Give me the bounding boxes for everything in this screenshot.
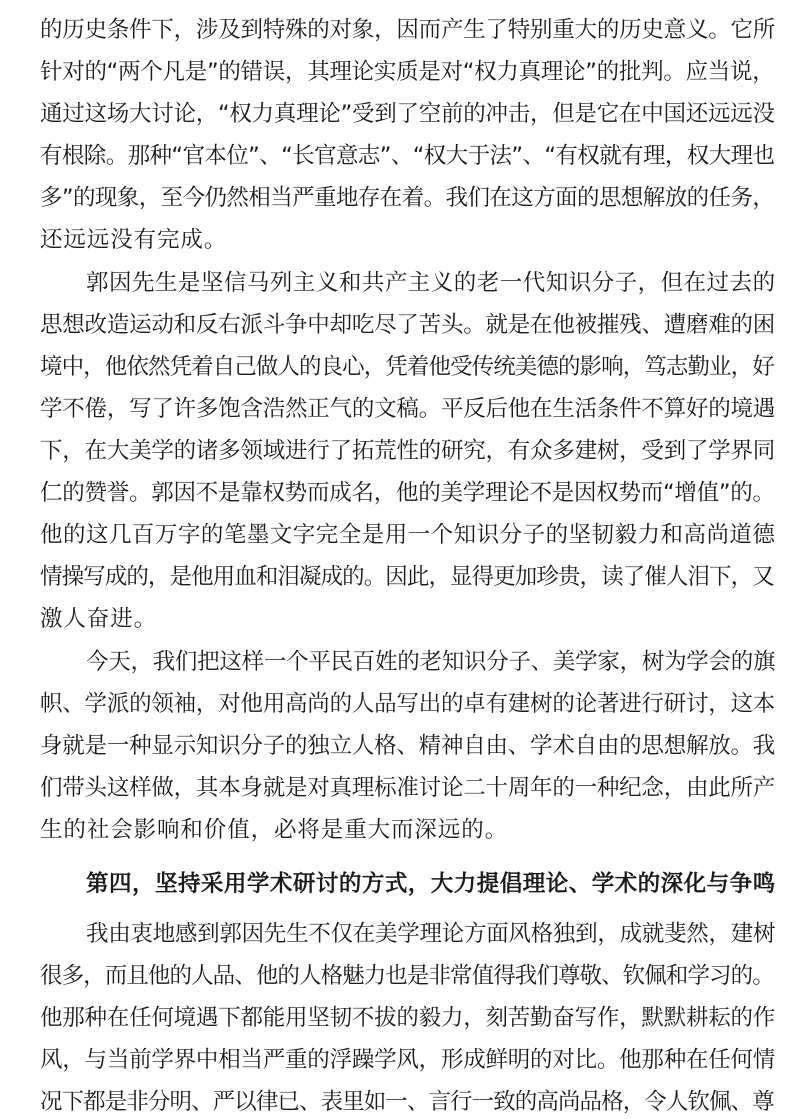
paragraph-1-line-5: 多”的现象，至今仍然相当严重地存在着。我们在这方面的思想解放的任务，	[40, 185, 775, 211]
paragraph-3-line-4: 们带头这样做，其本身就是对真理标准讨论二十周年的一种纪念，由此所产	[40, 775, 776, 801]
paragraph-1-line-2: 针对的“两个凡是”的错误，其理论实质是对“权力真理论”的批判。应当说，	[40, 59, 775, 85]
paragraph-4-line-1: 我由衷地感到郭因先生不仅在美学理论方面风格独到，成就斐然，建树	[86, 921, 776, 947]
section-heading: 第四，坚持采用学术研讨的方式，大力提倡理论、学术的深化与争鸣	[86, 871, 776, 897]
paragraph-2-line-8: 情操写成的，是他用血和泪凝成的。因此，显得更加珍贵，读了催人泪下，又	[40, 564, 774, 590]
paragraph-1-line-1: 的历史条件下，涉及到特殊的对象，因而产生了特别重大的历史意义。它所	[40, 17, 776, 43]
paragraph-1-line-4: 有根除。那种“官本位”、“长官意志”、“权大于法”、“有权就有理，权大理也	[40, 143, 775, 169]
paragraph-2-line-2: 思想改造运动和反右派斗争中却吃尽了苦头。就是在他被摧残、遭磨难的困	[40, 312, 776, 338]
paragraph-4-line-5: 况下都是非分明、严以律已、表里如一、言行一致的高尚品格，令人钦佩、尊	[40, 1089, 774, 1115]
paragraph-4-line-4: 风，与当前学界中相当严重的浮躁学风，形成鲜明的对比。他那种在任何情	[40, 1047, 776, 1073]
paragraph-2-line-9: 激人奋进。	[40, 606, 158, 632]
paragraph-3-line-2: 帜、学派的领袖，对他用高尚的人品写出的卓有建树的论著进行研讨，这本	[40, 691, 776, 717]
paragraph-2-line-5: 下，在大美学的诸多领域进行了拓荒性的研究，有众多建树，受到了学界同	[40, 438, 776, 464]
paragraph-3-line-3: 身就是一种显示知识分子的独立人格、精神自由、学术自由的思想解放。我	[40, 733, 776, 759]
paragraph-1-line-6: 还远远没有完成。	[40, 227, 228, 253]
paragraph-3-line-1: 今天，我们把这样一个平民百姓的老知识分子、美学家，树为学会的旗	[86, 649, 776, 675]
paragraph-4-line-2: 很多，而且他的人品、他的人格魅力也是非常值得我们尊敬、钦佩和学习的。	[40, 963, 774, 989]
paragraph-2-line-4: 学不倦，写了许多饱含浩然正气的文稿。平反后他在生活条件不算好的境遇	[40, 396, 776, 422]
paragraph-2-line-1: 郭因先生是坚信马列主义和共产主义的老一代知识分子，但在过去的	[86, 270, 776, 296]
paragraph-2-line-6: 仁的赞誉。郭因不是靠权势而成名，他的美学理论不是因权势而“增值”的。	[40, 480, 775, 506]
paragraph-4-line-3: 他那种在任何境遇下都能用坚韧不拔的毅力，刻苦勤奋写作，默默耕耘的作	[40, 1005, 776, 1031]
paragraph-2-line-3: 境中，他依然凭着自己做人的良心，凭着他受传统美德的影响，笃志勤业，好	[40, 354, 774, 380]
document-page	[40, 0, 776, 1115]
paragraph-3-line-5: 生的社会影响和价值，必将是重大而深远的。	[40, 817, 509, 843]
paragraph-1-line-3: 通过这场大讨论，“权力真理论”受到了空前的冲击，但是它在中国还远远没	[40, 101, 775, 127]
paragraph-2-line-7: 他的这几百万字的笔墨文字完全是用一个知识分子的坚韧毅力和高尚道德	[40, 522, 776, 548]
